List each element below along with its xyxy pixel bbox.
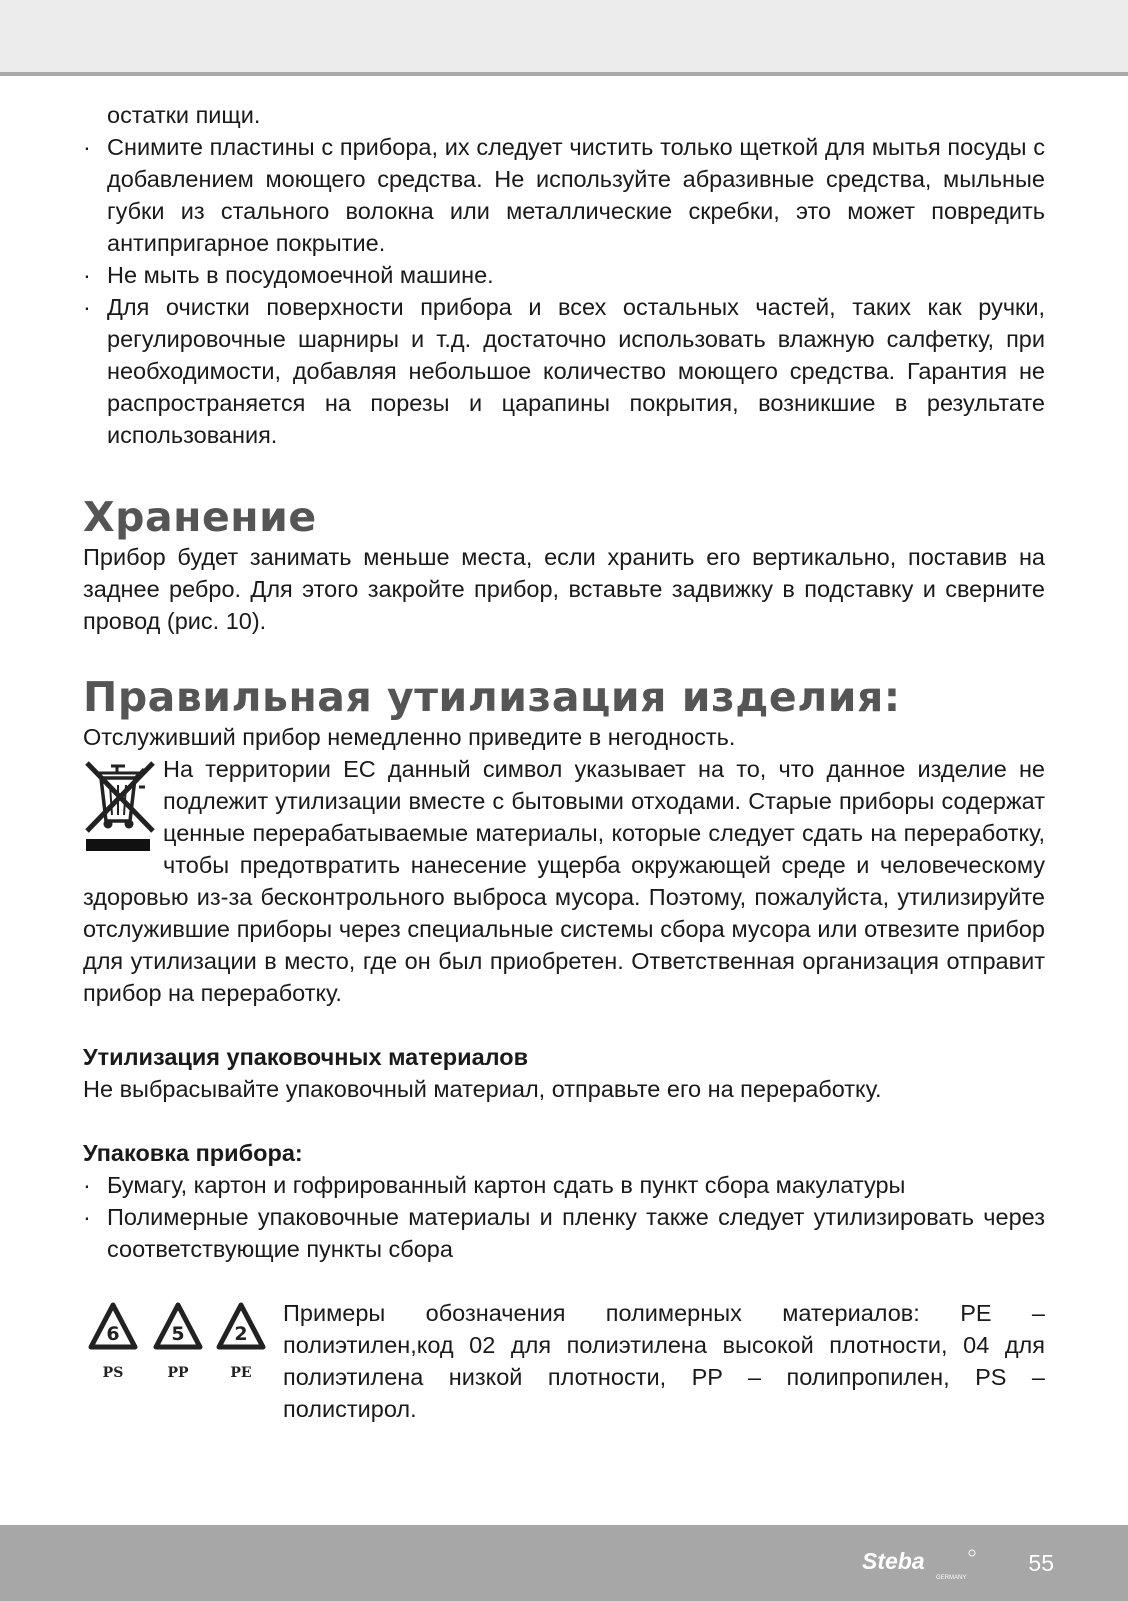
steba-logo-subtext: GERMANY: [936, 1575, 967, 1581]
intro-fragment: остатки пищи.: [107, 102, 261, 128]
disposal-line1: Отслуживший прибор немедленно приведите в негодность.: [83, 724, 736, 750]
device-packaging-bullet-paper: · Бумагу, картон и гофрированный картон сдать в пункт сбора макулатуры: [83, 1169, 1045, 1201]
recycling-symbol-ps-label: PS: [102, 1365, 124, 1381]
device-packaging-heading: Упаковка прибора:: [83, 1140, 303, 1166]
packaging-heading: Утилизация упаковочных материалов: [83, 1044, 529, 1070]
storage-text: Прибор будет занимать меньше места, если хранить его вертикально, поставив на заднее ребро. Для этого закройте прибор, вставьте задвижку в подставку и сверните провод (рис. 10).: [83, 544, 1045, 634]
steba-logo-text: Steba: [862, 1548, 925, 1574]
recycling-symbol-ps-icon: [91, 1305, 135, 1381]
recycling-symbol-pp-icon: [156, 1305, 200, 1381]
cleaning-list: [83, 131, 1045, 451]
recycling-symbol-pe-icon: [219, 1305, 263, 1381]
storage-heading: Хранение: [83, 493, 317, 541]
recycling-symbol-pp-number: 5: [171, 1323, 185, 1345]
page-header-band: [0, 0, 1128, 76]
recycling-symbol-ps-number: 6: [106, 1323, 120, 1345]
packaging-text: Не выбрасывайте упаковочный материал, отправьте его на переработку.: [83, 1076, 882, 1102]
recycling-symbol-pp-label: PP: [167, 1365, 189, 1381]
device-packaging-bullet-polymer: · Полимерные упаковочные материалы и пленку также следует утилизировать через соответствующие пункты сбора: [83, 1201, 1045, 1265]
crossed-out-wheelie-bin-icon: [83, 757, 163, 853]
page-number: 55: [1028, 1550, 1054, 1576]
page-content: [83, 99, 1045, 1425]
steba-logo: [860, 1547, 978, 1581]
recycling-text: Примеры обозначения полимерных материалов: PE – полиэтилен,код 02 для полиэтилена высокой плотности, 04 для полиэтилена низкой плотности, PP – полипропилен, PS – полистирол.: [283, 1300, 1045, 1422]
cleaning-bullet-dishwasher: · Не мыть в посудомоечной машине.: [83, 259, 1045, 291]
cleaning-bullet-plates: · Снимите пластины с прибора, их следует чистить только щеткой для мытья посуды с добавлением моющего средства. Не используйте абразивные средства, мыльные губки из стального волокна или металлические скребки, это может повредить антипригарное покрытие.: [83, 131, 1045, 259]
disposal-heading: Правильная утилизация изделия:: [83, 673, 901, 721]
cleaning-bullet-surface: · Для очистки поверхности прибора и всех остальных частей, таких как ручки, регулировочные шарниры и т.д. достаточно использовать влажную салфетку, при необходимости, добавляя небольшое количество моющего средства. Гарантия не распространяется на порезы и царапины покрытия, возникшие в результате использования.: [83, 291, 1045, 451]
page-footer-band: [0, 1525, 1128, 1601]
recycling-symbol-pe-number: 2: [234, 1323, 248, 1345]
recycling-symbol-pe-label: PE: [230, 1365, 252, 1381]
recycling-symbols: [83, 1299, 283, 1395]
disposal-text: На территории ЕС данный символ указывает на то, что данное изделие не подлежит утилизации вместе с бытовыми отходами. Старые приборы содержат ценные перерабатываемые материалы, которые следует сдать на переработку, чтобы предотвратить нанесение ущерба окружающей среде и человеческому здоровью из-за бесконтрольного выброса мусора. Поэтому, пожалуйста, утилизируйте отслужившие приборы через специальные системы сбора мусора или отвезите прибор для утилизации в место, где он был приобретен. Ответственная организация отправит прибор на переработку.: [83, 756, 1045, 1006]
